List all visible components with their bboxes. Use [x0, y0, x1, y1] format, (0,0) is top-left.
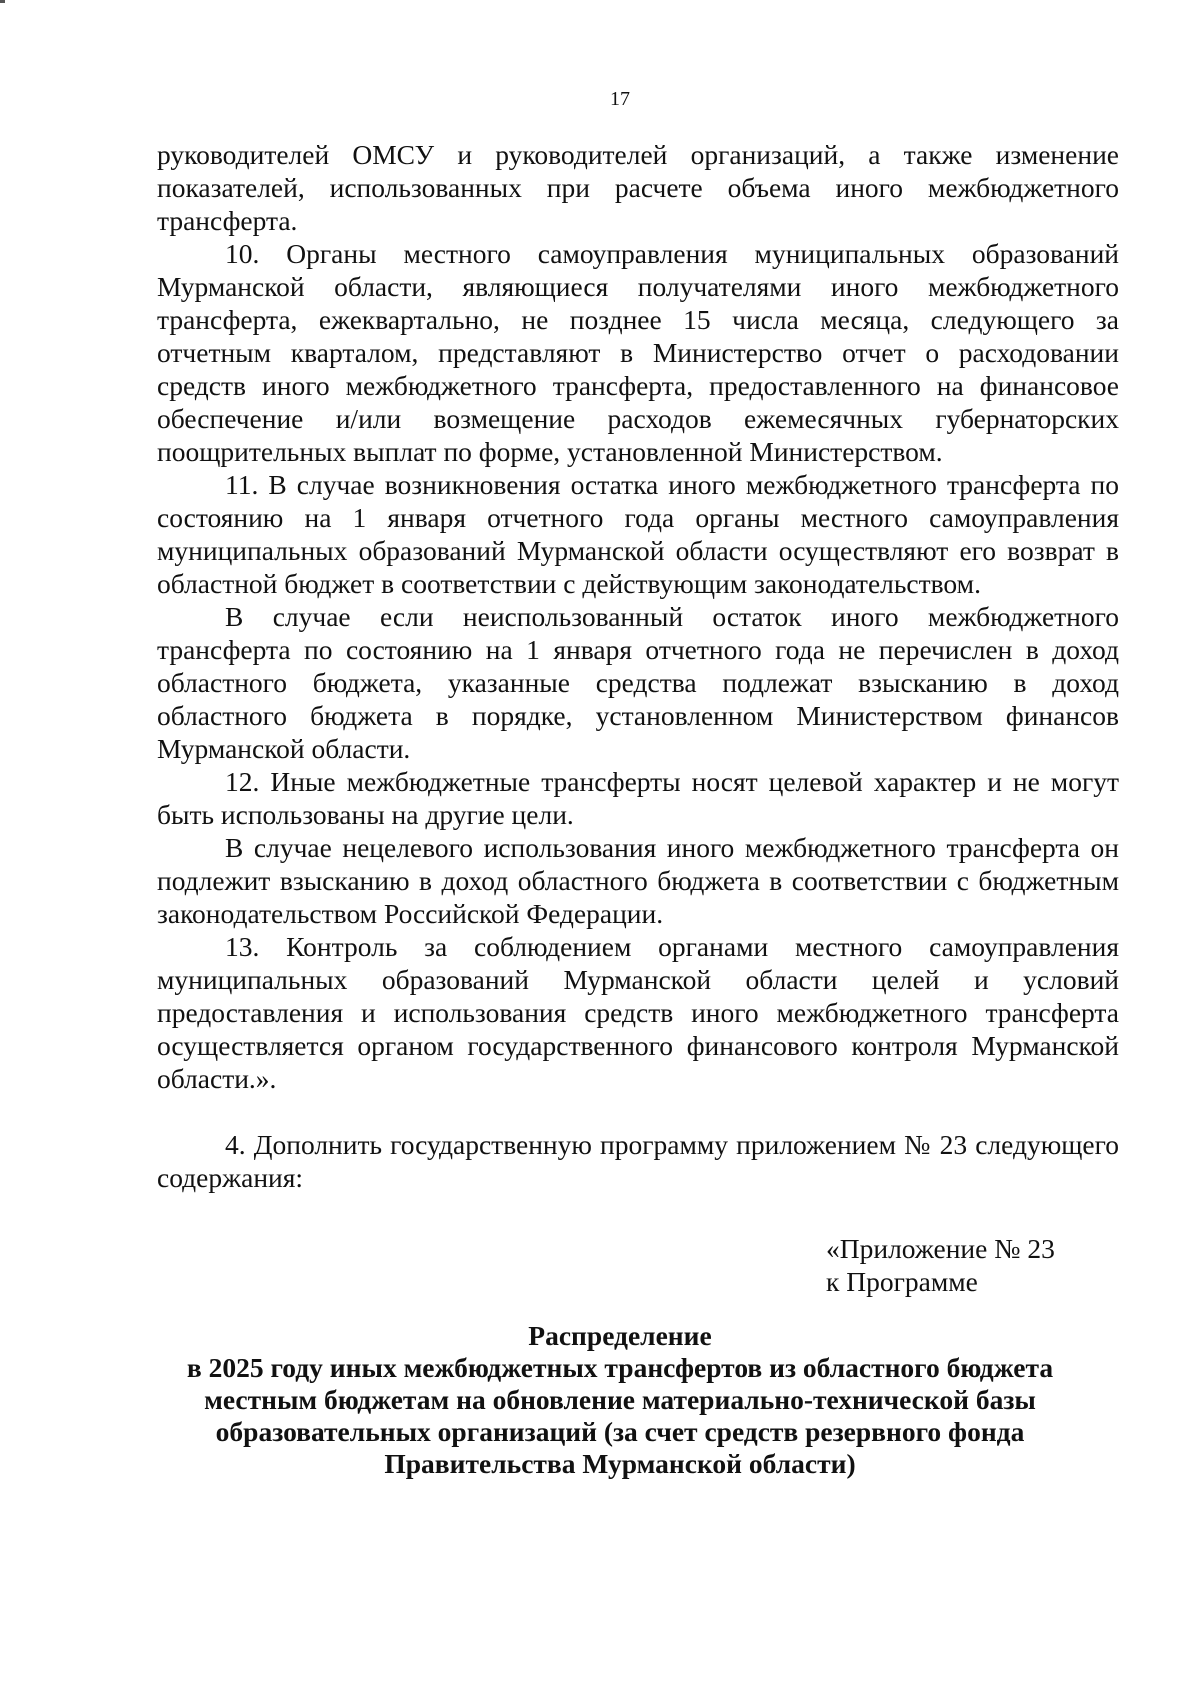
paragraph-continuation: руководителей ОМСУ и руководителей организаций, а также изменение показателей, использованных при расчете объема иного межбюджетного трансферта.	[157, 139, 1119, 236]
scan-edge-mark	[0, 0, 5, 3]
paragraph-item-13: 13. Контроль за соблюдением органами местного самоуправления муниципальных образований Мурманской области целей и условий предоставления и использования средств иного межбюджетного трансферта осуществляется органом государственного финансового контроля Мурманской области.».	[157, 931, 1119, 1094]
paragraph-item-12-misuse: В случае нецелевого использования иного межбюджетного трансферта он подлежит взысканию в доход областного бюджета в соответствии с бюджетным законодательством Российской Федерации.	[157, 832, 1119, 929]
paragraph-item-12: 12. Иные межбюджетные трансферты носят целевой характер и не могут быть использованы на другие цели.	[157, 766, 1119, 830]
heading-title: Распределение	[528, 1320, 712, 1351]
appendix-program: к Программе	[826, 1266, 978, 1297]
heading-line: в 2025 году иных межбюджетных трансфертов из областного бюджета	[186, 1352, 1054, 1383]
paragraph-item-10: 10. Органы местного самоуправления муниципальных образований Мурманской области, являющиеся получателями иного межбюджетного трансферта, ежеквартально, не позднее 15 числа месяца, следующего за отчетным кварталом, представляют в Министерство отчет о расходовании средств иного межбюджетного трансферта, предоставленного на финансовое обеспечение и/или возмещение расходов ежемесячных губернаторских поощрительных выплат по форме, установленной Министерством.	[157, 238, 1119, 467]
appendix-reference	[826, 1232, 1055, 1298]
paragraph-item-11: 11. В случае возникновения остатка иного межбюджетного трансферта по состоянию на 1 января отчетного года органы местного самоуправления муниципальных образований Мурманской области осуществляют его возврат в областной бюджет в соответствии с действующим законодательством.	[157, 469, 1119, 599]
appendix-heading	[0, 1320, 1200, 1480]
appendix-number: «Приложение № 23	[826, 1233, 1055, 1264]
heading-line: образовательных организаций (за счет средств резервного фонда	[215, 1416, 1025, 1447]
heading-line: местным бюджетам на обновление материально-технической базы	[204, 1384, 1036, 1415]
paragraph-item-4-amendment: 4. Дополнить государственную программу приложением № 23 следующего содержания:	[157, 1129, 1119, 1193]
paragraph-item-11-remainder: В случае если неиспользованный остаток иного межбюджетного трансферта по состоянию на 1 января отчетного года не перечислен в доход областного бюджета, указанные средства подлежат взысканию в доход областного бюджета в порядке, установленном Министерством финансов Мурманской области.	[157, 601, 1119, 764]
heading-line: Правительства Мурманской области)	[384, 1448, 856, 1479]
page-number: 17	[610, 88, 630, 110]
body-text	[157, 138, 1119, 1194]
